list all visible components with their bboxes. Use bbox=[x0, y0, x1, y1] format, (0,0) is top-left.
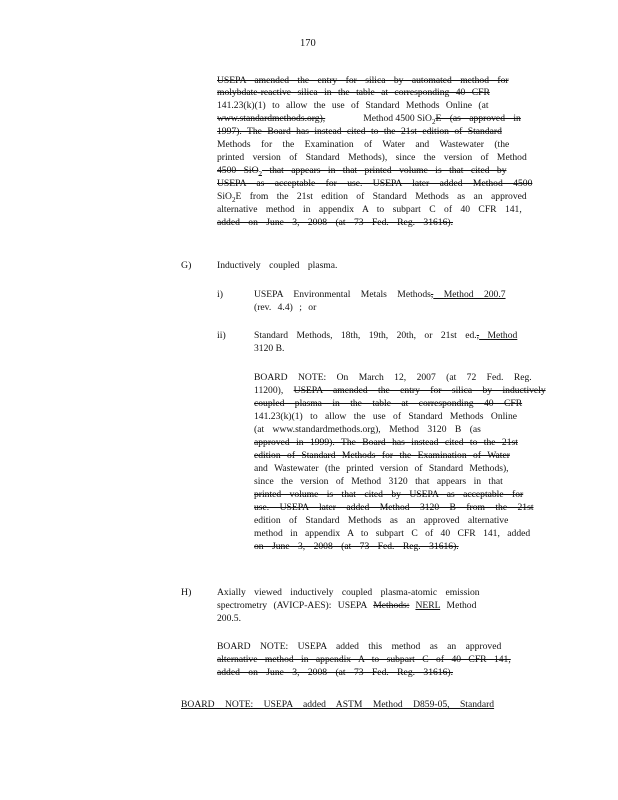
note-line: on June 3, 2008 (at 73 Fed. Reg. 31616). bbox=[254, 541, 459, 552]
note-line: BOARD NOTE: USEPA added this method as an approved bbox=[217, 641, 502, 652]
note-text: www.standardmethods.org), bbox=[217, 113, 326, 124]
note-line: 1997). The Board has instead cited to the 21st edition of Standard bbox=[217, 126, 502, 137]
subscript: 2 bbox=[231, 195, 236, 204]
note-line: USEPA as acceptable for use. USEPA later added Method 4500 bbox=[217, 178, 533, 189]
note-line: 141.23(k)(1) to allow the use of Standard Methods Online (at bbox=[217, 100, 489, 111]
note-line: alternative method in appendix A to subpart C of 40 CFR 141, bbox=[217, 654, 511, 665]
note-line: molybdate-reactive silica in the table at corresponding 40 CFR bbox=[217, 87, 490, 98]
section-label: G) bbox=[181, 260, 192, 271]
subscript: 2 bbox=[258, 169, 263, 178]
note-line: since the version of Method 3120 that appears in that bbox=[254, 476, 503, 487]
note-line: added on June 3, 2008 (at 73 Fed. Reg. 31616). bbox=[217, 667, 453, 678]
item-text-part: Method 200.7 bbox=[433, 289, 506, 300]
item-label: ii) bbox=[217, 330, 226, 341]
note-text: SiO bbox=[217, 191, 232, 202]
note-line: and Wastewater (the printed version of Standard Methods), bbox=[254, 463, 509, 474]
note-line: method in appendix A to subpart C of 40 CFR 141, added bbox=[254, 528, 531, 539]
item-text bbox=[254, 289, 506, 301]
item-text-part: USEPA Environmental Metals Methods bbox=[254, 289, 431, 300]
subscript: 2 bbox=[431, 117, 436, 126]
note-text: E (as approved in bbox=[435, 113, 521, 124]
section-text: Axially viewed inductively coupled plasma-atomic emission bbox=[217, 587, 480, 598]
note-line: printed volume is that cited by USEPA as acceptable for bbox=[254, 489, 524, 500]
board-note-astm: BOARD NOTE: USEPA added ASTM Method D859-05, Standard bbox=[181, 699, 495, 710]
note-text: USEPA amended the entry for silica by inductively bbox=[293, 385, 546, 396]
note-line: coupled plasma in the table at corresponding 40 CFR bbox=[254, 398, 523, 409]
note-text: that appears in that printed volume is that cited by bbox=[269, 165, 507, 176]
struck-comma: , bbox=[430, 289, 434, 300]
note-text: 11200), bbox=[254, 385, 284, 396]
struck-comma: , bbox=[476, 330, 480, 341]
note-line: Methods for the Examination of Water and Wastewater (the bbox=[217, 139, 510, 150]
note-line: USEPA amended the entry for silica by automated method for bbox=[217, 75, 509, 86]
note-line: BOARD NOTE: On March 12, 2007 (at 72 Fed. Reg. bbox=[254, 372, 532, 383]
section-text: 200.5. bbox=[217, 613, 241, 624]
item-text-part: Standard Methods, 18th, 19th, 20th, or 21st ed. bbox=[254, 330, 477, 341]
note-text: E from the 21st edition of Standard Methods as an approved bbox=[235, 191, 527, 202]
note-line: edition of Standard Methods as an approved alternative bbox=[254, 515, 509, 526]
note-line: 141.23(k)(1) to allow the use of Standard Methods Online bbox=[254, 411, 518, 422]
section-text bbox=[217, 600, 476, 612]
struck-text: Methods: bbox=[373, 600, 410, 611]
note-line: edition of Standard Methods for the Examination of Water bbox=[254, 450, 510, 461]
note-line: added on June 3, 2008 (at 73 Fed. Reg. 31616). bbox=[217, 217, 453, 228]
item-text-part: Method bbox=[479, 330, 518, 341]
note-line: (at www.standardmethods.org), Method 3120 B (as bbox=[254, 424, 481, 435]
note-text: Method 4500 SiO bbox=[363, 113, 432, 124]
page-number: 170 bbox=[300, 38, 316, 49]
item-text bbox=[254, 330, 517, 342]
note-line: printed version of Standard Methods), since the version of Method bbox=[217, 152, 527, 163]
section-text-part: Method bbox=[440, 600, 477, 611]
note-text: 4500 SiO bbox=[217, 165, 259, 176]
section-title: Inductively coupled plasma. bbox=[217, 260, 338, 271]
inserted-text: NERL bbox=[415, 600, 441, 611]
note-line: approved in 1999). The Board has instead cited to the 21st bbox=[254, 437, 518, 448]
note-line bbox=[254, 385, 546, 397]
item-text: 3120 B. bbox=[254, 343, 285, 354]
item-text: (rev. 4.4) ; or bbox=[254, 302, 317, 313]
note-line: use. USEPA later added Method 3120 B from the 21st bbox=[254, 502, 534, 513]
section-label: H) bbox=[181, 587, 192, 598]
item-label: i) bbox=[217, 289, 223, 300]
note-line: alternative method in appendix A to subpart C of 40 CFR 141, bbox=[217, 204, 522, 215]
section-text-part: spectrometry (AVICP-AES): USEPA bbox=[217, 600, 374, 611]
